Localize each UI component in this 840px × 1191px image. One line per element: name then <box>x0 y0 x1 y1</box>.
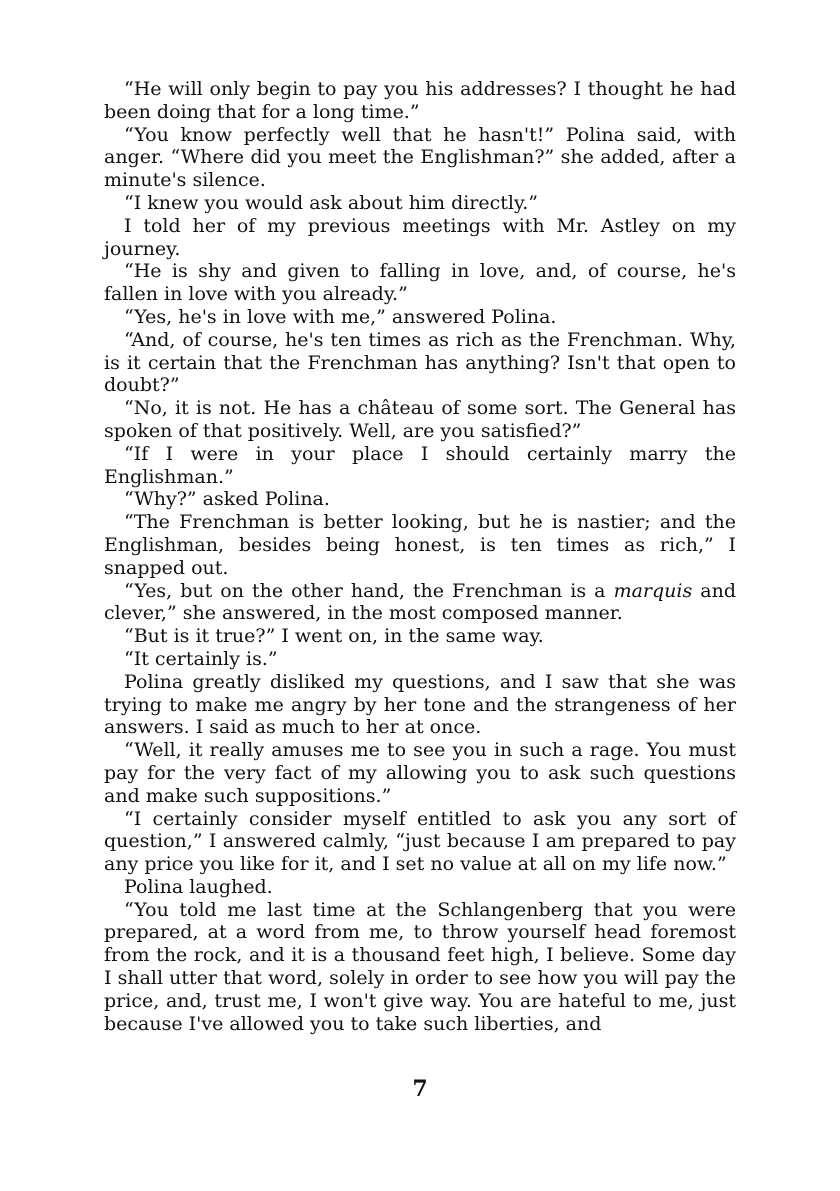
paragraph: “Well, it really amuses me to see you in such a rage. You must pay for the very fact of my allowing you to ask such questions and make such suppositions.” <box>104 739 736 807</box>
paragraph: “You told me last time at the Schlangenberg that you were prepared, at a word from me, to throw yourself head foremost from the rock, and it is a thousand feet high, I believe. Some day I shall utter that word, solely in order to see how you will pay the price, and, trust me, I won't give way. You are hateful to me, just because I've allowed you to take such liberties, and <box>104 898 736 1035</box>
paragraph: “It certainly is.” <box>124 647 278 670</box>
paragraph: “Why?” asked Polina. <box>124 488 330 511</box>
book-page-text <box>104 78 736 1035</box>
emphasized-word: marquis <box>613 579 693 602</box>
paragraph: “I knew you would ask about him directly.” <box>124 191 538 214</box>
paragraph: “Yes, he's in love with me,” answered Polina. <box>124 305 557 328</box>
paragraph: “The Frenchman is better looking, but he is nastier; and the Englishman, besides being honest, is ten times as rich,” I snapped out. <box>104 511 736 579</box>
paragraph: “No, it is not. He has a château of some sort. The General has spoken of that positively. Well, are you satisfied?” <box>104 397 736 442</box>
paragraph: “He is shy and given to falling in love, and, of course, he's fallen in love with you already.” <box>104 260 736 306</box>
paragraph: “He will only begin to pay you his addresses? I thought he had been doing that for a long time.” <box>104 78 736 123</box>
paragraph: “But is it true?” I went on, in the same way. <box>124 625 544 648</box>
paragraph: “I certainly consider myself entitled to ask you any sort of question,” I answered calmly, “just because I am prepared to pay any price you like for it, and I set no value at all on my life now.” <box>104 807 736 876</box>
paragraph-text-before: “Yes, but on the other hand, the Frenchman is a <box>124 579 614 602</box>
page-number: 7 <box>412 1076 428 1102</box>
paragraph-with-emphasis <box>104 580 736 626</box>
paragraph: Polina greatly disliked my questions, and I saw that she was trying to make me angry by her tone and the strangeness of her answers. I said as much to her at once. <box>104 670 736 739</box>
paragraph: Polina laughed. <box>124 875 273 898</box>
paragraph-text-after: and clever,” she answered, in the most composed manner. <box>104 579 736 625</box>
paragraph: “You know perfectly well that he hasn't!” Polina said, with anger. “Where did you meet the Englishman?” she added, after a minute's silence. <box>104 123 736 192</box>
paragraph: “And, of course, he's ten times as rich as the Frenchman. Why, is it certain that the Frenchman has anything? Isn't that open to doubt?” <box>104 328 736 397</box>
paragraph: I told her of my previous meetings with Mr. Astley on my journey. <box>104 214 736 260</box>
paragraph: “If I were in your place I should certainly marry the Englishman.” <box>104 442 736 488</box>
